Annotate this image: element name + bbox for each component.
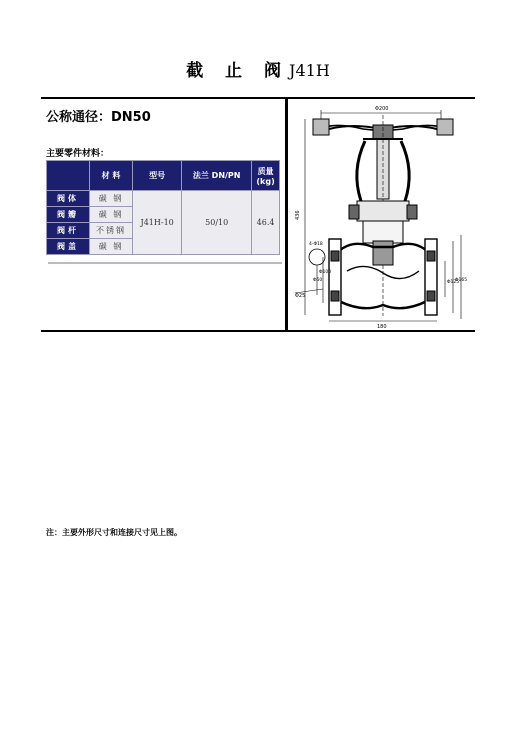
dimension-note: 注：主要外形尺寸和连接尺寸见上图。 xyxy=(46,528,182,537)
header-model: 型号 xyxy=(133,161,182,191)
bottom-rule xyxy=(41,330,475,332)
dim-length: 180 xyxy=(377,324,387,329)
parts-spec-table xyxy=(46,160,280,255)
title-chinese: 截 止 阀 xyxy=(186,61,290,81)
dim-handwheel: Φ200 xyxy=(375,106,389,112)
header-mass xyxy=(252,161,280,191)
header-material: 材 料 xyxy=(90,161,133,191)
header-blank xyxy=(47,161,90,191)
part-material: 碳 钢 xyxy=(90,239,133,255)
mass-value: 46.4 xyxy=(252,191,280,255)
header-mass-line1: 质量 xyxy=(257,166,274,176)
model-value: J41H-10 xyxy=(133,191,182,255)
valve-drawing xyxy=(293,101,471,329)
table-row xyxy=(47,191,280,207)
table-shadow xyxy=(48,262,282,264)
dim-d4: Φ50 xyxy=(313,278,323,283)
dim-height: 436 xyxy=(295,210,301,220)
table-header-row xyxy=(47,161,280,191)
part-material: 碳 钢 xyxy=(90,191,133,207)
document-title xyxy=(0,56,516,81)
dim-d2: Φ125 xyxy=(447,280,460,285)
part-name: 阀体 xyxy=(47,191,90,207)
main-parts-label: 主要零件材料： xyxy=(46,149,110,159)
part-material: 碳 钢 xyxy=(90,207,133,223)
dim-d5: Φ100 xyxy=(319,270,332,275)
top-rule xyxy=(41,97,475,99)
part-name: 阀瓣 xyxy=(47,207,90,223)
vertical-divider xyxy=(285,98,288,330)
flange-value: 50/10 xyxy=(182,191,252,255)
title-model: J41H xyxy=(289,61,330,80)
part-name: 阀杆 xyxy=(47,223,90,239)
header-mass-line2: (kg) xyxy=(256,176,275,186)
header-flange: 法兰 DN/PN xyxy=(182,161,252,191)
part-material: 不锈钢 xyxy=(90,223,133,239)
dim-bolt: 4-Φ18 xyxy=(309,242,323,247)
part-name: 阀盖 xyxy=(47,239,90,255)
dim-d1: Φ25 xyxy=(295,293,306,299)
dim-d3: Φ165 xyxy=(455,278,468,283)
nominal-diameter-heading: 公称通径：DN50 xyxy=(46,110,151,125)
